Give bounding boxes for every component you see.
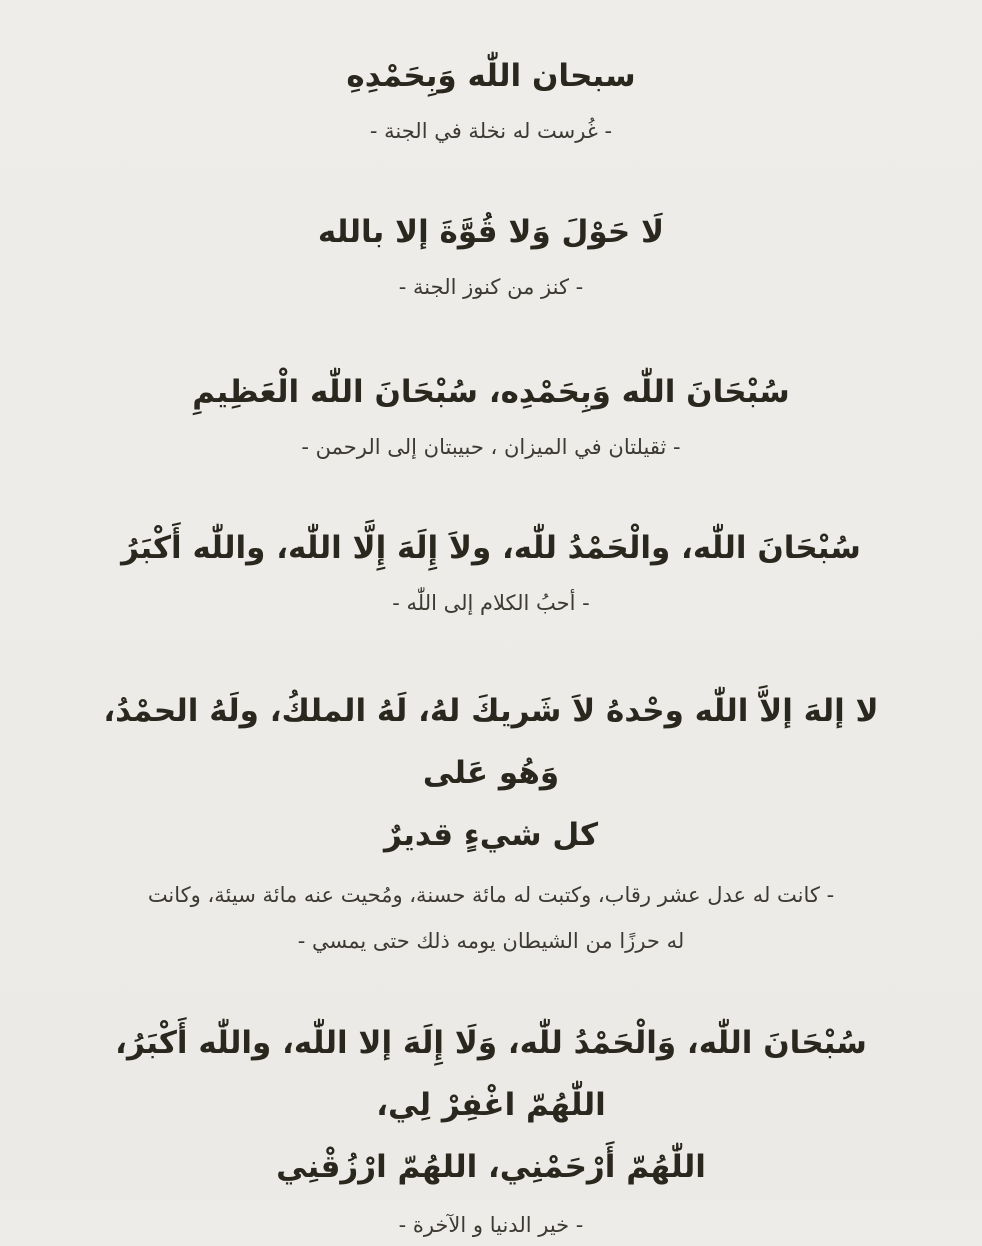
dhikr-text — [0, 680, 982, 866]
dhikr-text — [0, 1012, 982, 1198]
dhikr-entry — [0, 364, 982, 468]
dhikr-text — [0, 520, 982, 576]
virtue-line: - ثقيلتان في الميزان ، حبيبتان إلى الرحمن - — [301, 435, 681, 459]
virtue-text — [0, 110, 982, 152]
dhikr-entry — [0, 1012, 982, 1246]
dhikr-text — [0, 204, 982, 260]
virtue-text — [0, 266, 982, 308]
virtue-line: - كانت له عدل عشر رقاب، وكتبت له مائة حسنة، ومُحيت عنه مائة سيئة، وكانت — [147, 883, 835, 907]
virtue-line: - كنز من كنوز الجنة - — [398, 275, 584, 299]
virtue-line: - خير الدنيا و الآخرة - — [398, 1213, 584, 1237]
virtue-line: - أحبُ الكلام إلى اللّٰه - — [392, 591, 590, 615]
virtue-text — [0, 426, 982, 468]
dhikr-line: اللّٰهُمّ أَرْحَمْنِي، اللهُمّ ارْزُقْنِي — [276, 1149, 706, 1185]
dhikr-line: كل شيءٍ قديرٌ — [383, 817, 599, 853]
dhikr-line: لا إلهَ إلاَّ اللّٰه وحْدهُ لاَ شَريكَ لهُ، لَهُ الملكُ، ولَهُ الحمْدُ، وَهُو عَلى — [103, 693, 879, 791]
dhikr-entry — [0, 48, 982, 152]
dhikr-text — [0, 364, 982, 420]
virtue-text — [0, 582, 982, 624]
dhikr-entry — [0, 204, 982, 308]
dhikr-entry — [0, 680, 982, 964]
dhikr-line: سُبْحَانَ اللّٰه، وَالْحَمْدُ للّٰه، وَلَا إِلَهَ إلا اللّٰه، واللّٰه أَكْبَرُ، اللّٰهُمّ اغْفِرْ لِي، — [115, 1025, 867, 1123]
virtue-text — [0, 872, 982, 964]
dhikr-text — [0, 48, 982, 104]
virtue-text — [0, 1204, 982, 1246]
virtue-line: له حرزًا من الشيطان يومه ذلك حتى يمسي - — [297, 929, 685, 953]
dhikr-line: لَا حَوْلَ وَلا قُوَّةَ إلا بالله — [317, 214, 665, 250]
dhikr-line: سبحان اللّٰه وَبِحَمْدِهِ — [346, 58, 636, 94]
dhikr-entry — [0, 520, 982, 624]
dhikr-line: سُبْحَانَ اللّٰه، والْحَمْدُ للّٰه، ولاَ إِلَهَ إِلَّا اللّٰه، واللّٰه أَكْبَرُ — [121, 530, 861, 566]
virtue-line: - غُرست له نخلة في الجنة - — [369, 119, 613, 143]
dhikr-line: سُبْحَانَ اللّٰه وَبِحَمْدِه، سُبْحَانَ اللّٰه الْعَظِيمِ — [192, 374, 790, 410]
